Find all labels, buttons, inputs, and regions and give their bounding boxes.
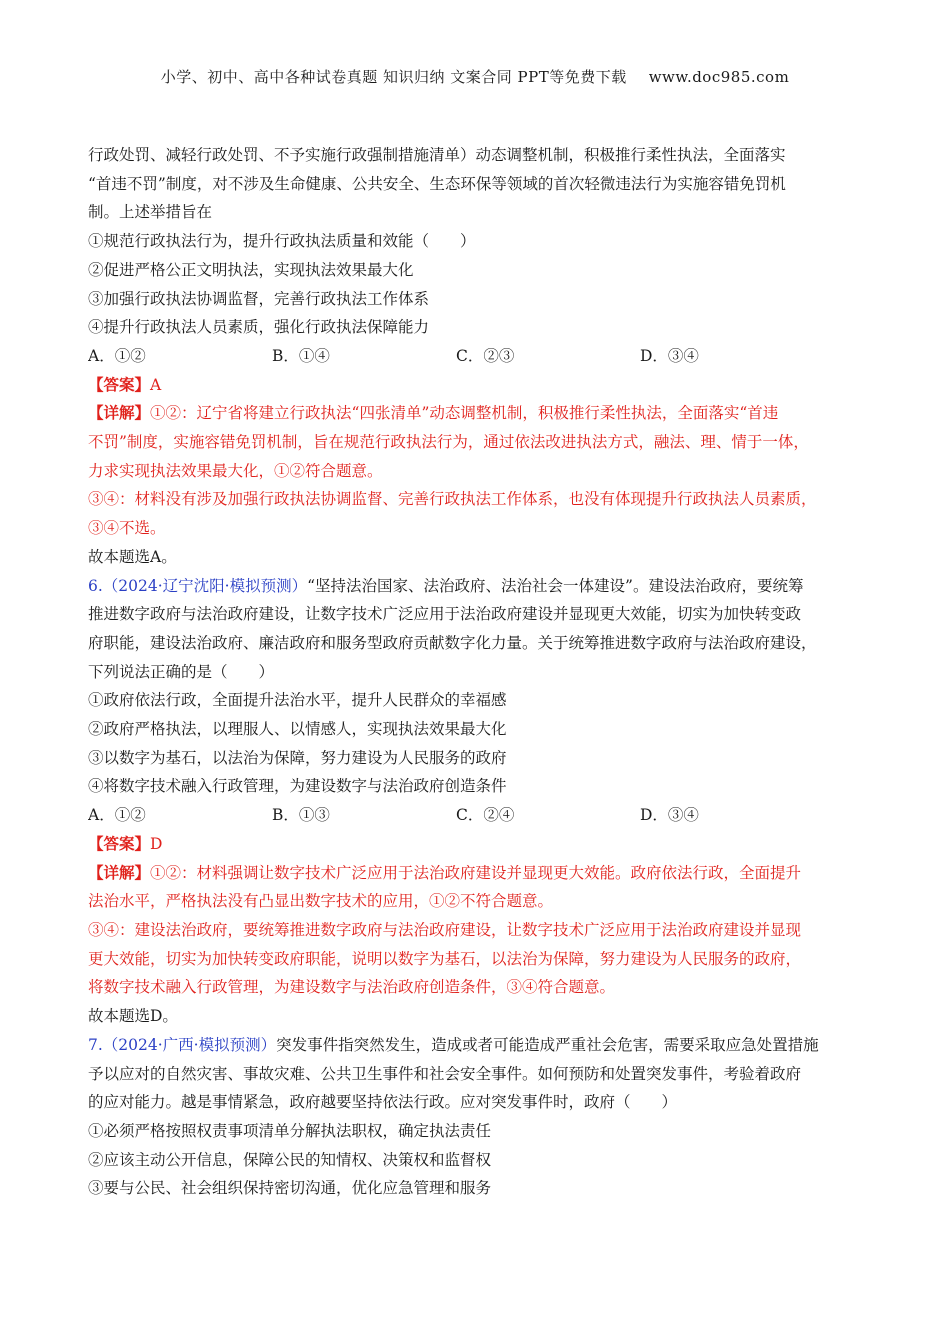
option-a: A．①② bbox=[88, 806, 146, 825]
detail-text: ①②：材料强调让数字技术广泛应用于法治政府建设并显现更大效能。政府依法行政，全面提升 bbox=[150, 863, 802, 882]
statement-4: ④将数字技术融入行政管理，为建设数字与法治政府创造条件 bbox=[88, 777, 507, 796]
statement-1: ①规范行政执法行为，提升行政执法质量和效能（ ） bbox=[88, 232, 476, 251]
detail-line: 不罚”制度，实施容错免罚机制，旨在规范行政执法行为，通过依法改进执法方式，融法、理、情于一体， bbox=[88, 433, 809, 452]
statement-1: ①必须严格按照权责事项清单分解执法职权，确定执法责任 bbox=[88, 1121, 492, 1140]
answer-label: 【答案】 bbox=[88, 833, 151, 853]
answer-value: D bbox=[150, 834, 163, 853]
question-stem-line: “首违不罚”制度，对不涉及生命健康、公共安全、生态环保等领域的首次轻微违法行为实施容错免罚机 bbox=[88, 174, 786, 193]
detail-line: 力求实现执法效果最大化，①②符合题意。 bbox=[88, 461, 383, 480]
option-d: D．③④ bbox=[640, 346, 699, 365]
statement-3: ③要与公民、社会组织保持密切沟通，优化应急管理和服务 bbox=[88, 1179, 492, 1198]
detail-text: ①②：辽宁省将建立行政执法“四张清单”动态调整机制，积极推行柔性执法，全面落实“首违 bbox=[150, 404, 779, 423]
question-number: 7. bbox=[88, 1035, 103, 1054]
detail-line: ③④不选。 bbox=[88, 519, 166, 538]
option-c: C．②④ bbox=[456, 806, 515, 825]
question-stem-line: 的应对能力。越是事情紧急，政府越要坚持依法行政。应对突发事件时，政府（ ） bbox=[88, 1093, 678, 1112]
option-a: A．①② bbox=[88, 346, 146, 365]
question-stem-line: 行政处罚、减轻行政处罚、不予实施行政强制措施清单）动态调整机制，积极推行柔性执法，全面落实 bbox=[88, 146, 786, 164]
answer-value: A bbox=[150, 375, 162, 394]
statement-1: ①政府依法行政，全面提升法治水平，提升人民群众的幸福感 bbox=[88, 691, 507, 710]
question-stem-first: “坚持法治国家、法治政府、法治社会一体建设”。建设法治政府，要统筹 bbox=[307, 576, 804, 595]
question-stem-line: 推进数字政府与法治政府建设，让数字技术广泛应用于法治政府建设并显现更大效能，切实为加快转变政 bbox=[88, 605, 802, 624]
detail-line: 法治水平，严格执法没有凸显出数字技术的应用，①②不符合题意。 bbox=[88, 892, 554, 911]
detail-line: 将数字技术融入行政管理，为建设数字与法治政府创造条件，③④符合题意。 bbox=[88, 978, 616, 997]
question-stem-line bbox=[88, 1031, 878, 1060]
question-7 bbox=[88, 1031, 878, 1203]
answer-line bbox=[88, 371, 878, 400]
detail-line bbox=[88, 399, 878, 428]
question-stem-line: 予以应对的自然灾害、事故灾难、公共卫生事件和社会安全事件。如何预防和处置突发事件，考验着政府 bbox=[88, 1064, 802, 1083]
question-stem-line bbox=[88, 572, 878, 601]
statement-2: ②应该主动公开信息，保障公民的知情权、决策权和监督权 bbox=[88, 1150, 492, 1169]
question-stem-line: 下列说法正确的是（ ） bbox=[88, 662, 275, 681]
detail-line: 更大效能，切实为加快转变政府职能，说明以数字为基石，以法治为保障，努力建设为人民服务的政府， bbox=[88, 949, 802, 968]
question-source: （2024·广西·模拟预测） bbox=[102, 1035, 277, 1054]
option-d: D．③④ bbox=[640, 806, 699, 825]
option-c: C．②③ bbox=[456, 346, 515, 365]
header-site-link[interactable]: www.doc985.com bbox=[648, 68, 790, 86]
detail-label: 【详解】 bbox=[88, 403, 151, 423]
answer-options bbox=[88, 801, 878, 830]
detail-line: ③④：材料没有涉及加强行政执法协调监督、完善行政执法工作体系，也没有体现提升行政执法人员素质， bbox=[88, 490, 817, 509]
conclusion-line: 故本题选A。 bbox=[88, 547, 177, 566]
question-number: 6. bbox=[88, 576, 103, 595]
detail-line bbox=[88, 859, 878, 888]
conclusion-line: 故本题选D。 bbox=[88, 1007, 178, 1026]
statement-3: ③以数字为基石，以法治为保障，努力建设为人民服务的政府 bbox=[88, 748, 507, 767]
statement-2: ②促进严格公正文明执法，实现执法效果最大化 bbox=[88, 260, 414, 279]
statement-2: ②政府严格执法，以理服人、以情感人，实现执法效果最大化 bbox=[88, 720, 507, 739]
question-stem-first: 突发事件指突然发生，造成或者可能造成严重社会危害，需要采取应急处置措施 bbox=[276, 1035, 819, 1054]
answer-options bbox=[88, 342, 878, 371]
option-b: B．①④ bbox=[272, 346, 330, 365]
header-text: 小学、初中、高中各种试卷真题 知识归纳 文案合同 PPT等免费下载 bbox=[160, 68, 627, 86]
answer-label: 【答案】 bbox=[88, 374, 151, 394]
detail-line: ③④：建设法治政府，要统筹推进数字政府与法治政府建设，让数字技术广泛应用于法治政府建设并显现 bbox=[88, 920, 802, 939]
page-header bbox=[0, 66, 950, 87]
answer-line bbox=[88, 830, 878, 859]
detail-label: 【详解】 bbox=[88, 862, 151, 882]
question-5 bbox=[88, 141, 878, 572]
option-b: B．①③ bbox=[272, 806, 330, 825]
document-body bbox=[88, 141, 878, 1203]
question-stem-line: 制。上述举措旨在 bbox=[88, 203, 213, 222]
question-source: （2024·辽宁沈阳·模拟预测） bbox=[102, 576, 308, 595]
question-stem-line: 府职能，建设法治政府、廉洁政府和服务型政府贡献数字化力量。关于统筹推进数字政府与法治政府建设， bbox=[88, 633, 817, 652]
statement-3: ③加强行政执法协调监督，完善行政执法工作体系 bbox=[88, 289, 430, 308]
question-6 bbox=[88, 572, 878, 1031]
statement-4: ④提升行政执法人员素质，强化行政执法保障能力 bbox=[88, 318, 430, 337]
